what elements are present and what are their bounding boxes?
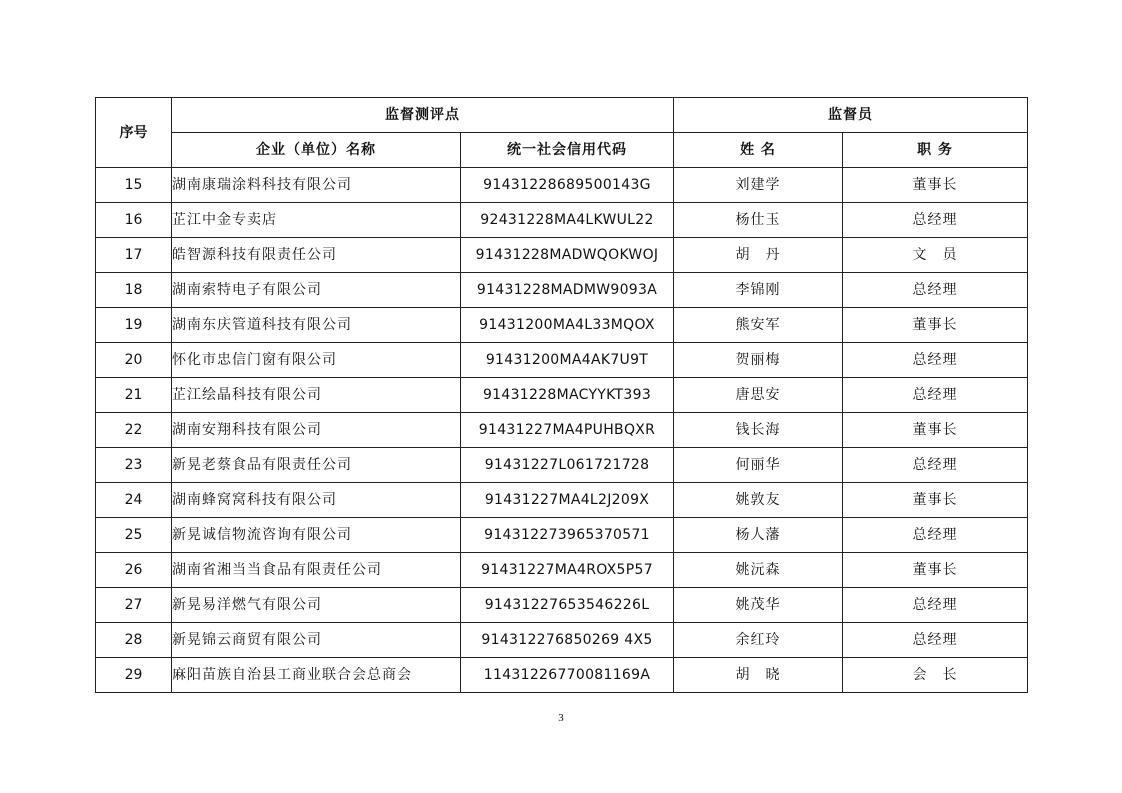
org-name-cell: 湖南安翔科技有限公司: [172, 413, 461, 448]
seq-cell: 29: [96, 658, 172, 693]
person-name-cell: 杨人藩: [674, 518, 843, 553]
org-name-cell: 新晃老蔡食品有限责任公司: [172, 448, 461, 483]
person-name-cell: 贺丽梅: [674, 343, 843, 378]
credit-code-cell: 11431226770081169A: [461, 658, 674, 693]
person-name-cell: 钱长海: [674, 413, 843, 448]
person-name-cell: 杨仕玉: [674, 203, 843, 238]
person-name-cell: 李锦刚: [674, 273, 843, 308]
seq-cell: 17: [96, 238, 172, 273]
position-cell: 总经理: [843, 623, 1028, 658]
person-name-cell: 姚敦友: [674, 483, 843, 518]
position-cell: 总经理: [843, 273, 1028, 308]
table-row: [96, 168, 1028, 203]
seq-cell: 26: [96, 553, 172, 588]
org-name-cell: 湖南东庆管道科技有限公司: [172, 308, 461, 343]
position-cell: 会 长: [843, 658, 1028, 693]
position-cell: 董事长: [843, 483, 1028, 518]
credit-code-cell: 91431228689500143G: [461, 168, 674, 203]
org-name-cell: 怀化市忠信门窗有限公司: [172, 343, 461, 378]
credit-code-cell: 914312276850269 4X5: [461, 623, 674, 658]
seq-cell: 22: [96, 413, 172, 448]
table-row: [96, 553, 1028, 588]
seq-header: 序号: [96, 98, 172, 168]
credit-code-cell: 91431228MACYYKT393: [461, 378, 674, 413]
seq-cell: 23: [96, 448, 172, 483]
position-cell: 总经理: [843, 343, 1028, 378]
org-name-cell: 芷江绘晶科技有限公司: [172, 378, 461, 413]
credit-code-cell: 91431200MA4AK7U9T: [461, 343, 674, 378]
position-cell: 董事长: [843, 168, 1028, 203]
seq-cell: 20: [96, 343, 172, 378]
person-name-cell: 熊安军: [674, 308, 843, 343]
org-name-cell: 新晃锦云商贸有限公司: [172, 623, 461, 658]
seq-cell: 18: [96, 273, 172, 308]
org-group-header: 监督测评点: [172, 98, 674, 133]
org-name-cell: 湖南索特电子有限公司: [172, 273, 461, 308]
credit-code-cell: 91431227MA4L2J209X: [461, 483, 674, 518]
person-name-cell: 何丽华: [674, 448, 843, 483]
org-name-cell: 皓智源科技有限责任公司: [172, 238, 461, 273]
person-name-cell: 唐思安: [674, 378, 843, 413]
credit-code-cell: 91431228MADMW9093A: [461, 273, 674, 308]
credit-code-cell: 92431228MA4LKWUL22: [461, 203, 674, 238]
credit-code-header: 统一社会信用代码: [461, 133, 674, 168]
table-row: [96, 203, 1028, 238]
org-name-cell: 新晃诚信物流咨询有限公司: [172, 518, 461, 553]
table-row: [96, 273, 1028, 308]
org-name-cell: 湖南省湘当当食品有限责任公司: [172, 553, 461, 588]
org-name-header: 企业（单位）名称: [172, 133, 461, 168]
org-name-cell: 湖南蜂窝窝科技有限公司: [172, 483, 461, 518]
supervisor-group-header: 监督员: [674, 98, 1028, 133]
person-name-cell: 胡 丹: [674, 238, 843, 273]
seq-cell: 25: [96, 518, 172, 553]
position-cell: 文 员: [843, 238, 1028, 273]
table-row: [96, 518, 1028, 553]
credit-code-cell: 91431228MADWQOKWOJ: [461, 238, 674, 273]
position-cell: 董事长: [843, 413, 1028, 448]
credit-code-cell: 914312273965370571: [461, 518, 674, 553]
table-row: [96, 413, 1028, 448]
seq-cell: 24: [96, 483, 172, 518]
seq-cell: 16: [96, 203, 172, 238]
position-cell: 董事长: [843, 308, 1028, 343]
person-name-cell: 刘建学: [674, 168, 843, 203]
table-row: [96, 483, 1028, 518]
org-name-cell: 湖南康瑞涂料科技有限公司: [172, 168, 461, 203]
table-header: [96, 98, 1028, 168]
position-cell: 总经理: [843, 203, 1028, 238]
position-header: 职 务: [843, 133, 1028, 168]
credit-code-cell: 91431227L061721728: [461, 448, 674, 483]
table-row: [96, 658, 1028, 693]
org-name-cell: 芷江中金专卖店: [172, 203, 461, 238]
position-cell: 总经理: [843, 448, 1028, 483]
person-name-cell: 余红玲: [674, 623, 843, 658]
table-body: [96, 168, 1028, 693]
credit-code-cell: 91431227653546226L: [461, 588, 674, 623]
header-row-columns: [96, 133, 1028, 168]
seq-cell: 27: [96, 588, 172, 623]
table-row: [96, 238, 1028, 273]
table-row: [96, 308, 1028, 343]
position-cell: 总经理: [843, 378, 1028, 413]
table-row: [96, 623, 1028, 658]
table-row: [96, 448, 1028, 483]
table-row: [96, 343, 1028, 378]
org-name-cell: 麻阳苗族自治县工商业联合会总商会: [172, 658, 461, 693]
org-name-cell: 新晃易洋燃气有限公司: [172, 588, 461, 623]
credit-code-cell: 91431227MA4ROX5P57: [461, 553, 674, 588]
header-row-groups: [96, 98, 1028, 133]
person-name-header: 姓 名: [674, 133, 843, 168]
seq-cell: 21: [96, 378, 172, 413]
seq-cell: 15: [96, 168, 172, 203]
person-name-cell: 姚沅森: [674, 553, 843, 588]
position-cell: 总经理: [843, 588, 1028, 623]
person-name-cell: 姚茂华: [674, 588, 843, 623]
position-cell: 总经理: [843, 518, 1028, 553]
seq-cell: 28: [96, 623, 172, 658]
table-row: [96, 588, 1028, 623]
credit-code-cell: 91431200MA4L33MQOX: [461, 308, 674, 343]
page-number: 3: [558, 712, 564, 724]
seq-cell: 19: [96, 308, 172, 343]
position-cell: 董事长: [843, 553, 1028, 588]
person-name-cell: 胡 晓: [674, 658, 843, 693]
supervision-roster-table: [95, 97, 1028, 693]
credit-code-cell: 91431227MA4PUHBQXR: [461, 413, 674, 448]
table-row: [96, 378, 1028, 413]
